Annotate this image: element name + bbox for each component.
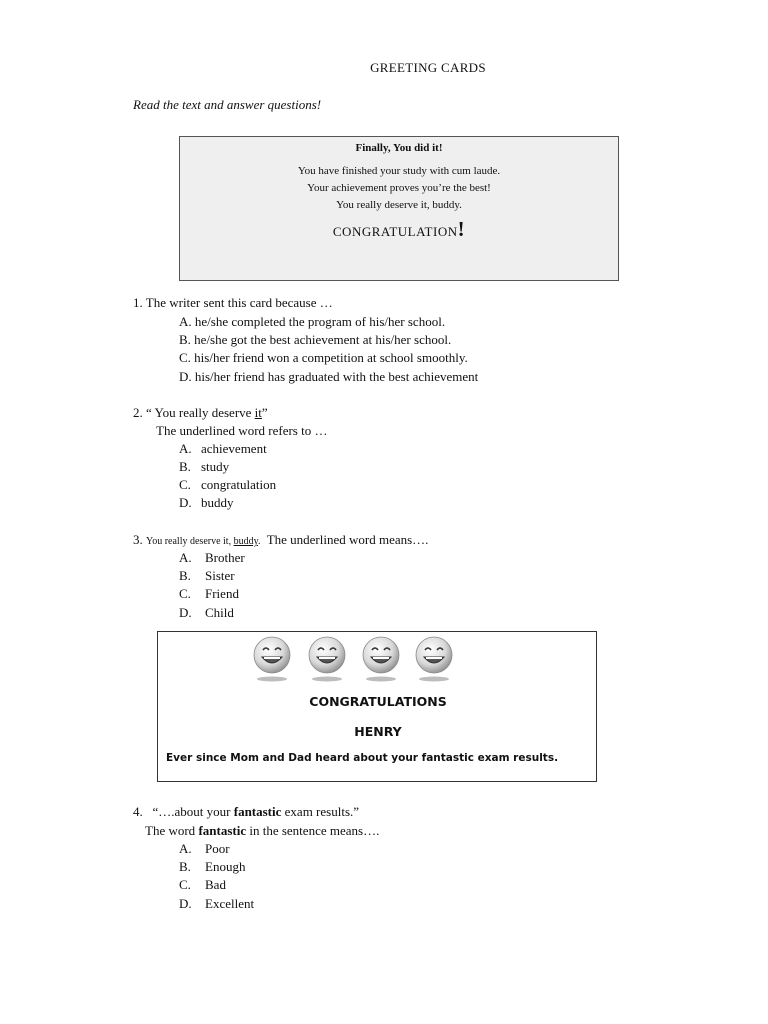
q1-option-b: B. he/she got the best achievement at his/her school. xyxy=(179,332,452,347)
q1-option-d: D. his/her friend has graduated with the best achievement xyxy=(179,369,479,384)
option-text: Sister xyxy=(205,568,235,583)
q4-sub xyxy=(145,823,379,839)
smiley-icon xyxy=(307,636,347,682)
q4-quote-post: exam results.” xyxy=(281,804,360,819)
option-letter: B. xyxy=(179,568,191,583)
q2-stem-pre: 2. “ You really deserve xyxy=(133,405,255,420)
q2-stem-post: ” xyxy=(261,405,268,420)
q4-sub-bold: fantastic xyxy=(198,823,247,838)
option-text: Enough xyxy=(205,859,246,874)
card1-congratulation-text: CONGRATULATION xyxy=(332,224,458,239)
card2-heading: CONGRATULATIONS xyxy=(309,694,447,709)
greeting-card-2 xyxy=(157,631,597,782)
option-text: Bad xyxy=(205,877,226,892)
option-letter: A. xyxy=(179,841,192,856)
q2-sub: The underlined word refers to … xyxy=(156,423,328,438)
option-text: buddy xyxy=(201,495,234,510)
option-letter: D. xyxy=(179,495,192,510)
option-letter: B. xyxy=(179,459,191,474)
card1-congratulation xyxy=(180,217,618,242)
q4-option-a xyxy=(179,841,230,857)
card2-message: Ever since Mom and Dad heard about your fantastic exam results. xyxy=(166,752,559,764)
q3-option-a xyxy=(179,550,245,566)
q2-option-b xyxy=(179,459,230,475)
q1-stem: 1. The writer sent this card because … xyxy=(133,295,333,310)
card1-line-3: You really deserve it, buddy. xyxy=(336,199,462,211)
q4-stem xyxy=(133,804,359,820)
card1-line-1: You have finished your study with cum laude. xyxy=(297,165,501,177)
page-title: GREETING CARDS xyxy=(370,60,486,75)
q3-option-b xyxy=(179,568,235,584)
q4-option-d xyxy=(179,896,255,912)
option-letter: D. xyxy=(179,605,192,620)
q2-option-a xyxy=(179,441,267,457)
option-text: Child xyxy=(205,605,234,620)
q4-quote-pre: “….about your xyxy=(152,804,234,819)
option-letter: A. xyxy=(179,550,192,565)
q2-underlined-word: it xyxy=(254,405,262,420)
q4-sub-post: in the sentence means…. xyxy=(246,823,380,838)
smiley-icon xyxy=(361,636,401,682)
q3-number: 3. xyxy=(133,532,143,547)
q4-sub-pre: The word xyxy=(145,823,199,838)
option-letter: C. xyxy=(179,586,191,601)
q4-number: 4. xyxy=(133,804,143,819)
option-letter: C. xyxy=(179,877,191,892)
q3-option-c xyxy=(179,586,239,602)
option-letter: D. xyxy=(179,896,192,911)
q3-option-d xyxy=(179,605,234,621)
option-text: Friend xyxy=(205,586,239,601)
option-text: Excellent xyxy=(205,896,255,911)
card1-heading: Finally, You did it! xyxy=(355,142,443,154)
instruction: Read the text and answer questions! xyxy=(133,97,322,112)
option-text: Brother xyxy=(205,550,245,565)
greeting-card-1 xyxy=(179,136,619,281)
option-text: study xyxy=(201,459,230,474)
option-letter: C. xyxy=(179,477,191,492)
q1-option-c: C. his/her friend won a competition at school smoothly. xyxy=(179,350,468,365)
card2-name: HENRY xyxy=(354,724,402,739)
q3-stem xyxy=(133,532,428,548)
card1-exclamation: ! xyxy=(457,217,466,241)
q1-option-a: A. he/she completed the program of his/her school. xyxy=(179,314,446,329)
option-text: congratulation xyxy=(201,477,277,492)
option-letter: B. xyxy=(179,859,191,874)
q3-quote xyxy=(146,536,260,547)
option-text: Poor xyxy=(205,841,230,856)
q4-option-b xyxy=(179,859,246,875)
card1-line-2: Your achievement proves you’re the best! xyxy=(307,182,491,194)
smiley-icon xyxy=(414,636,454,682)
q2-stem xyxy=(133,405,268,421)
q3-quote-pre: You really deserve it, xyxy=(146,536,234,547)
q2-option-c xyxy=(179,477,277,493)
q3-quote-post: . xyxy=(257,536,261,547)
option-letter: A. xyxy=(179,441,192,456)
q3-stem-rest: The underlined word means…. xyxy=(266,532,429,547)
q4-quote-bold: fantastic xyxy=(233,804,282,819)
q3-underlined-word: buddy xyxy=(233,536,258,547)
smiley-icon xyxy=(252,636,292,682)
q4-option-c xyxy=(179,877,226,893)
option-text: achievement xyxy=(201,441,267,456)
q2-option-d xyxy=(179,495,234,511)
